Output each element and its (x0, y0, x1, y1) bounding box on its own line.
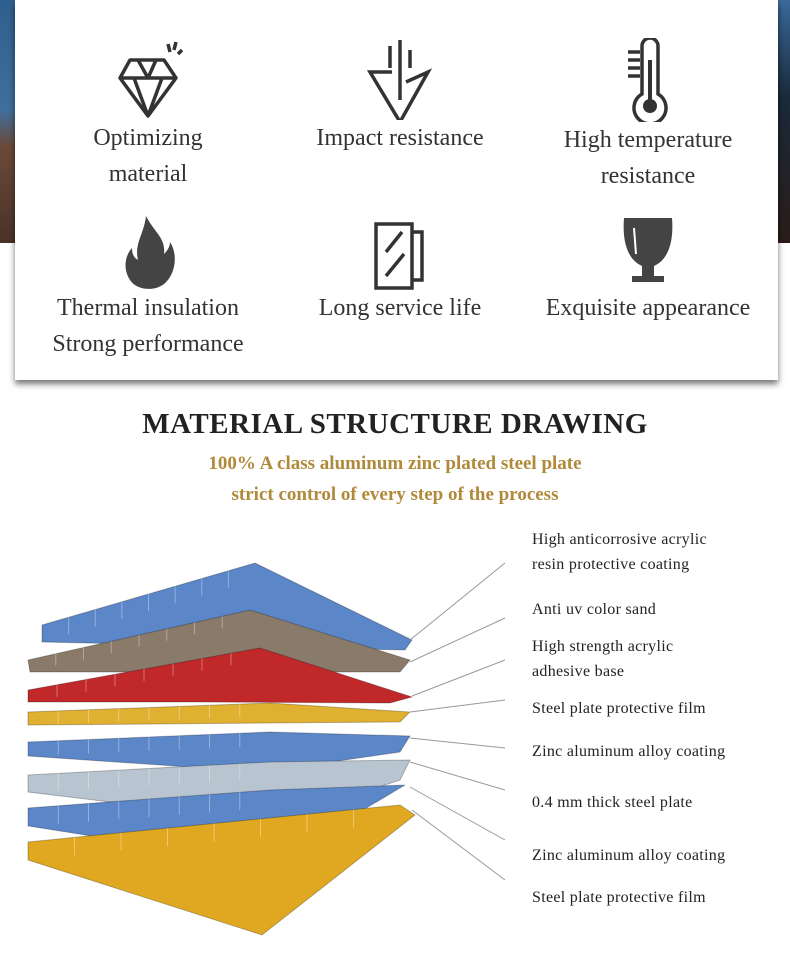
layer-label-line: adhesive base (532, 663, 625, 680)
layer-label (532, 739, 725, 764)
section-title: MATERIAL STRUCTURE DRAWING (142, 408, 648, 440)
layer-label (532, 885, 706, 910)
feature-exquisite-appearance (523, 214, 773, 326)
leader-line (410, 738, 505, 748)
layer-label-line: Zinc aluminum alloy coating (532, 847, 726, 864)
feature-label: Thermal insulation (57, 295, 239, 321)
layer-label-line: Steel plate protective film (532, 700, 706, 717)
layer-label (532, 597, 656, 622)
leader-line (412, 810, 505, 880)
leader-line (410, 787, 505, 840)
feature-label: Strong performance (52, 331, 244, 357)
layer-label (532, 696, 706, 721)
layer-label-line: 0.4 mm thick steel plate (532, 794, 693, 811)
leader-line (410, 762, 505, 790)
feature-label: High temperature (563, 127, 733, 153)
layer-label (532, 843, 725, 868)
features-card (15, 0, 778, 380)
flame-icon (108, 214, 188, 290)
thermometer-icon (608, 38, 688, 122)
layer-label-line: resin protective coating (532, 556, 690, 573)
layer-label-line: Anti uv color sand (532, 601, 657, 618)
feature-label: resistance (600, 163, 696, 189)
layer-label-line: Zinc aluminum alloy coating (532, 743, 726, 760)
feature-label: Optimizing (93, 125, 203, 151)
layer-label (532, 790, 693, 815)
impact-arrow-icon (360, 38, 440, 120)
leader-line (410, 618, 505, 662)
glass-panel-icon (360, 214, 440, 290)
feature-long-service-life (275, 214, 525, 326)
section-subtitle: strict control of every step of the process (231, 484, 559, 505)
leader-line (410, 563, 505, 640)
layer-label (532, 527, 707, 577)
leader-line (412, 660, 505, 696)
feature-label: Exquisite appearance (545, 295, 751, 321)
feature-label: Long service life (318, 295, 482, 321)
feature-label: Impact resistance (316, 125, 484, 151)
layer-label-line: Steel plate protective film (532, 889, 706, 906)
feature-impact-resistance (275, 38, 525, 156)
feature-optimizing-material (23, 38, 273, 192)
section-subtitle: 100% A class aluminum zinc plated steel plate (208, 453, 582, 474)
layer-label-line: High anticorrosive acrylic (532, 531, 707, 548)
leader-line (410, 700, 505, 712)
feature-high-temperature (523, 38, 773, 194)
feature-thermal-insulation (23, 214, 273, 362)
layer-label (532, 634, 673, 684)
layer-sheet (28, 703, 410, 725)
feature-label: material (108, 161, 188, 187)
layer-label-line: High strength acrylic (532, 638, 674, 655)
diamond-icon (108, 38, 188, 120)
trophy-icon (608, 214, 688, 290)
